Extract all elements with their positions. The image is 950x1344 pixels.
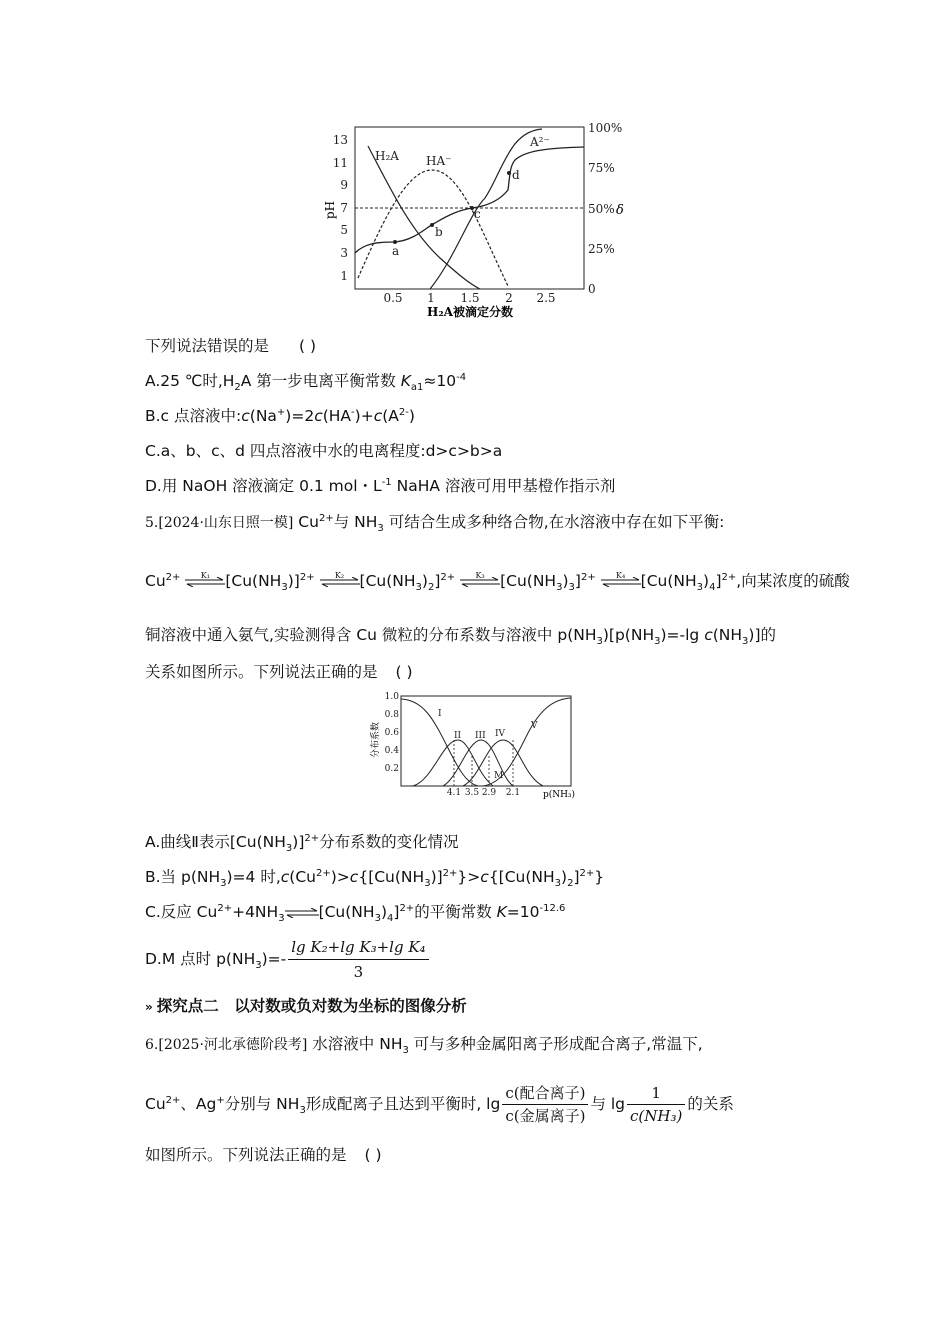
delta-symbol: δ [616,203,624,218]
h2a-curve [368,146,480,289]
curve-II [413,740,493,786]
q5-option-d[interactable]: D.M 点时 $p(NH_3)=-$ $\frac{\text{lg K₂+lg K₃+lg K₄}}{3}$ [145,935,431,984]
svg-text:0: 0 [588,282,596,296]
svg-text:1: 1 [340,269,348,283]
label-curve-IV: IV [495,729,506,739]
label-a2: A²⁻ [530,135,550,149]
q6-intro: 6.[2025·河北承德阶段考] 水溶液中 $NH_3$ 可与多种金属阳离子形成配合离子,常温下, [145,1035,703,1057]
label-ha: HA⁻ [426,154,452,168]
q6-source: 6.[2025·河北承德阶段考] [145,1037,308,1053]
svg-text:1.5: 1.5 [460,291,480,305]
distribution-figure [368,688,583,802]
q5-option-c[interactable]: C.反应 $Cu^{2+}+4NH_3$ $[Cu(NH_3)_4]^{2+}$的平衡常数 $K=10^{-12.6}$ [145,902,566,925]
fig2-x-ticks [447,788,520,798]
svg-text:0.8: 0.8 [384,710,399,720]
q5-line2: 铜溶液中通入氨气,实验测得含 Cu 微粒的分布系数与溶液中 $p(NH_3)[p(NH_3)=-\lg$ $c(NH_3)$]的 [145,626,777,648]
svg-text:2.1: 2.1 [505,788,521,798]
a2-curve [430,129,542,289]
ph-axis-label: pH [323,200,337,220]
q6-line2: $Cu^{2+}$、Ag+分别与 $NH_3$形成配离子且达到平衡时, lg $\frac{\text{c(配合离子)}}{\text{c(金属离子)}}$ 与 lg $\frac{1}{\text{c(NH₃)}}$ 的关系 [145,1084,734,1125]
q4-option-b[interactable]: B.c 点溶液中$:c(Na^+)=2c(HA^-)+c(A^{2-})$ [145,406,415,425]
ha-curve [358,170,508,286]
equilibrium-arrow-k3: K₃ [460,574,500,590]
section-header: » 探究点二 以对数或负对数为坐标的图像分析 [145,997,467,1015]
x-ticks [383,291,555,305]
svg-text:13: 13 [332,133,348,147]
q5-option-b[interactable]: B.当 $p(NH_3)=4$ 时$,c(Cu^{2+})>c\{[Cu(NH_3)]^{2+}\}>c\{[Cu(NH_3)_2]^{2+}\}$ [145,867,605,890]
svg-text:25%: 25% [588,242,615,256]
svg-text:9: 9 [340,178,348,192]
label-curve-V: V [531,721,538,731]
label-point-M: M [494,771,504,781]
equilibrium-arrow-k2: K₂ [320,574,360,590]
label-a: a [392,244,400,258]
svg-text:4.1: 4.1 [446,788,462,798]
q6-line3: 如图所示。下列说法正确的是 ( ) [145,1146,382,1164]
svg-text:5: 5 [340,223,348,237]
svg-text:2.9: 2.9 [481,788,497,798]
label-curve-I: I [438,709,442,719]
svg-text:1: 1 [427,291,435,305]
svg-text:3.5: 3.5 [464,788,480,798]
svg-text:100%: 100% [588,121,623,135]
label-d: d [512,168,520,182]
fig2-y-ticks [385,692,400,774]
svg-text:2: 2 [505,291,513,305]
equilibrium-arrow-c [285,905,319,921]
titration-figure [320,118,630,323]
q5-intro: 5.[2024·山东日照一模] $Cu^{2+}$与 $NH_3$ 可结合生成多种络合物,在水溶液中存在如下平衡: [145,512,725,535]
q5-equilibrium: $Cu^{2+}$ K₁ $[Cu(NH_3)]^{2+}$ K₂ $[Cu(NH_3)_2]^{2+}$ K₃ $[Cu(NH_3)_3]^{2+}$ K₄ $[Cu(NH_3)_4]^{2+}$,向某浓度的硫酸 [145,570,850,594]
svg-text:75%: 75% [588,161,615,175]
label-curve-III: III [475,731,486,741]
double-chevron-icon: » [145,1000,153,1014]
label-b: b [435,225,443,239]
label-h2a: H₂A [375,149,399,163]
fig2-y-label: 分布系数 [371,721,381,759]
x-axis-label: H₂A被滴定分数 [427,305,513,319]
svg-text:11: 11 [332,156,348,170]
fig2-x-label: p(NH₃) [542,790,576,800]
svg-text:50%: 50% [588,202,615,216]
svg-text:1.0: 1.0 [384,692,399,702]
svg-text:0.4: 0.4 [384,746,399,756]
q5-option-a[interactable]: A.曲线Ⅱ表示$[Cu(NH_3)]^{2+}$分布系数的变化情况 [145,832,459,855]
svg-text:0.2: 0.2 [384,764,399,774]
q5-source: 5.[2024·山东日照一模] [145,515,294,531]
q4-option-d[interactable]: D.用 NaOH 溶液滴定 0.1 mol・$L^{-1}$ NaHA 溶液可用甲基橙作指示剂 [145,476,616,495]
svg-text:7: 7 [340,201,348,215]
point-d [507,171,511,175]
label-curve-II: II [454,731,462,741]
svg-text:0.6: 0.6 [384,728,399,738]
equilibrium-arrow-k4: K₄ [601,574,641,590]
svg-text:2.5: 2.5 [536,291,556,305]
q4-option-a[interactable]: A.25 ℃时$,H_2A$ 第一步电离平衡常数 $K_{a1}\approx 10^{-4}$ [145,371,467,394]
label-c: c [474,207,481,221]
equilibrium-arrow-k1: K₁ [185,574,225,590]
svg-text:0.5: 0.5 [383,291,403,305]
q4-option-c[interactable]: C.a、b、c、d 四点溶液中水的电离程度:d>c>b>a [145,442,503,460]
q4-stem: 下列说法错误的是 ( ) [145,337,317,355]
q5-line3: 关系如图所示。下列说法正确的是 ( ) [145,663,413,681]
svg-text:3: 3 [340,246,348,260]
point-b [430,223,434,227]
